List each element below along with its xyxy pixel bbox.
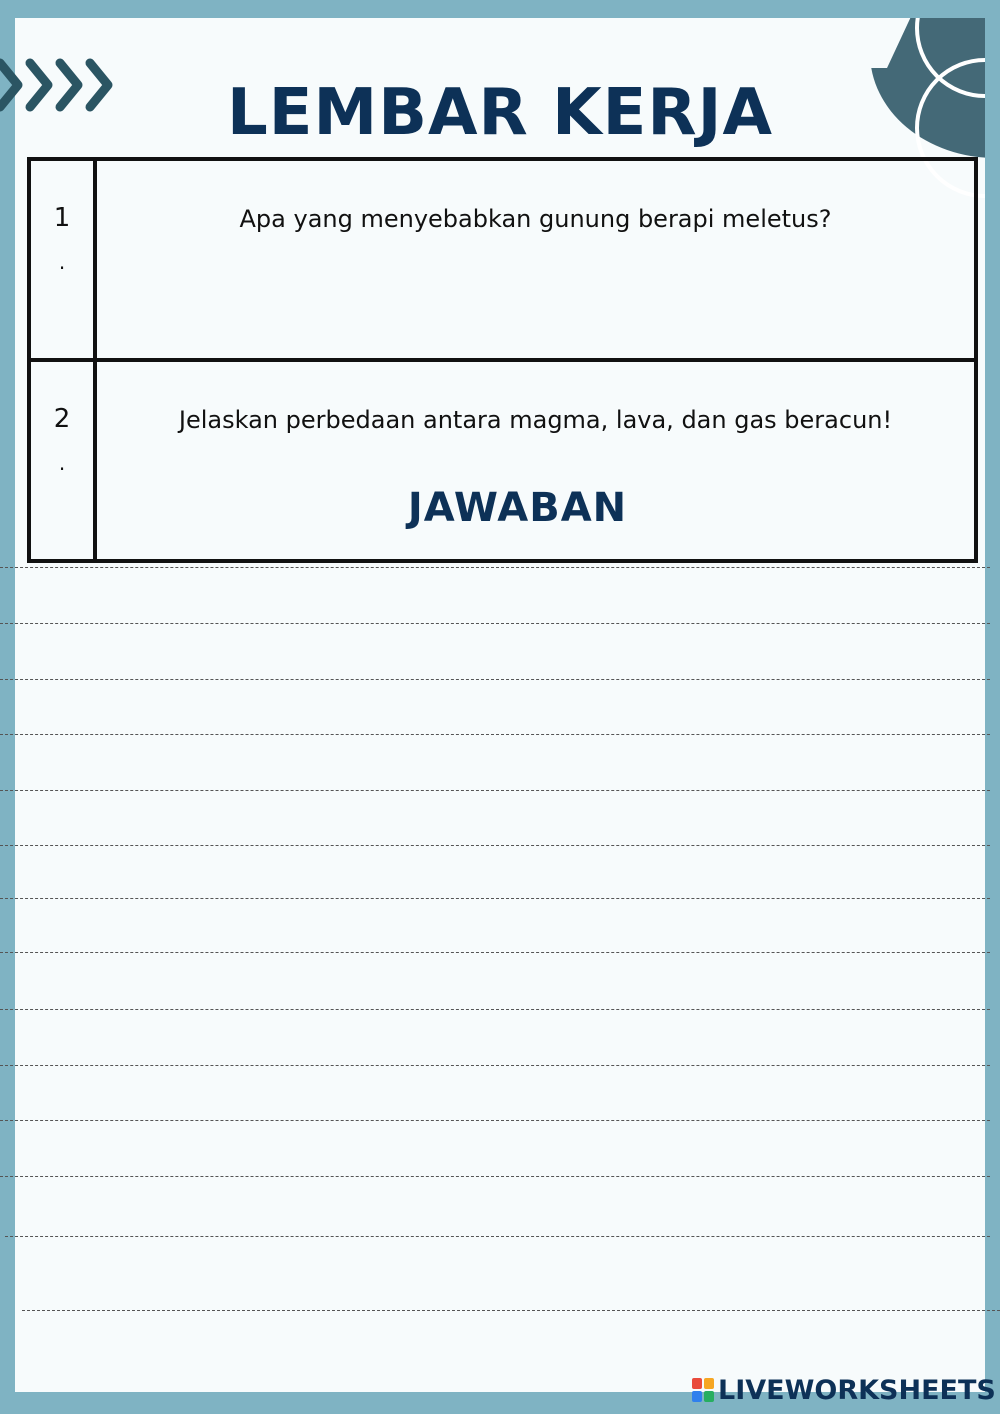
logo-square [704,1391,714,1402]
logo-square [692,1391,702,1402]
question-number-dot: . [58,250,66,274]
answer-line[interactable] [0,790,990,791]
answer-line[interactable] [0,898,990,899]
question-number-value: 1 [53,203,71,233]
answer-line[interactable] [0,952,990,953]
answer-line[interactable] [0,1065,990,1066]
answer-line[interactable] [0,1176,990,1177]
question-row [29,159,976,360]
logo-square [692,1378,702,1389]
question-text: Jelaskan perbedaan antara magma, lava, dan gas beracun! [95,360,976,561]
answer-line[interactable] [0,845,990,846]
question-number-dot: . [58,451,66,475]
answer-line[interactable] [0,734,990,735]
answer-line[interactable] [0,623,990,624]
answer-line[interactable] [0,567,990,568]
question-text: Apa yang menyebabkan gunung berapi meletus? [95,159,976,360]
answer-line[interactable] [0,1120,990,1121]
answer-line[interactable] [5,1236,990,1237]
page-title: LEMBAR KERJA [227,76,773,150]
answer-line[interactable] [0,679,990,680]
liveworksheets-logo[interactable] [692,1374,996,1406]
question-number-value: 2 [53,404,71,434]
liveworksheets-logo-icon [692,1378,714,1402]
answer-line[interactable] [22,1310,1000,1311]
logo-square [704,1378,714,1389]
answer-line[interactable] [0,1009,990,1010]
question-number [29,159,95,360]
brand-name: LIVEWORKSHEETS [718,1374,996,1406]
answer-title: JAWABAN [407,485,628,531]
